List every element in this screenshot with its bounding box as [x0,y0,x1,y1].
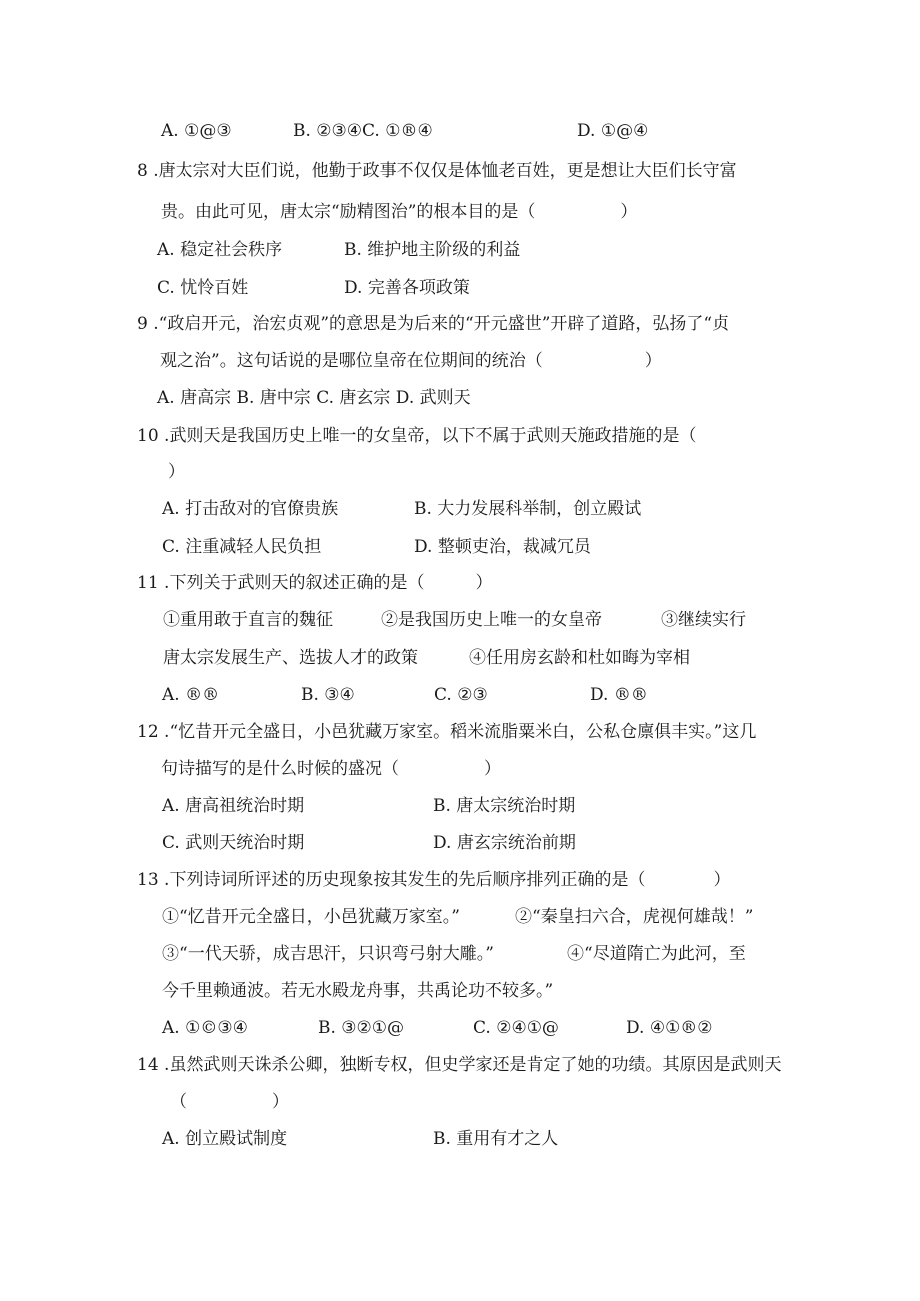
q10-option-b: B. 大力发展科举制，创立殿试 [414,499,642,519]
q13-option-a: A. ①©③④ [162,1018,248,1038]
q8-stem-line2: 贵。由此可见，唐太宗“励精图治”的根本目的是（ ） [161,202,638,222]
q12-stem-line2: 句诗描写的是什么时候的盛况（ ） [161,759,501,779]
q11-option-b: B. ③④ [301,685,355,705]
q13-stem-line1: 13 .下列诗词所评述的历史现象按其发生的先后顺序排列正确的是（ ） [137,870,731,890]
q8-stem-line1: 8 .唐太宗对大臣们说，他勤于政事不仅仅是体恤老百姓，更是想让大臣们长守富 [137,161,737,181]
q14-option-b: B. 重用有才之人 [433,1129,559,1149]
q9-stem-line1: 9 .“政启开元，治宏贞观”的意思是为后来的“开元盛世”开辟了道路，弘扬了“贞 [137,314,730,334]
q13-item3: ③“一代天骄，成吉思汗，只识弯弓射大雕。” [162,944,494,964]
q10-option-c: C. 注重减轻人民负担 [162,537,322,557]
q9-stem-line2: 观之治”。这句话说的是哪位皇帝在位期间的统治（ ） [160,351,662,371]
q11-line3: 唐太宗发展生产、选拔人才的政策 [163,648,418,668]
q12-option-a: A. 唐高祖统治时期 [162,796,305,816]
q8-option-b: B. 维护地主阶级的利益 [344,240,521,260]
q10-option-d: D. 整顿吏治，裁减冗员 [414,537,591,557]
q8-option-c: C. 忧怜百姓 [157,278,249,298]
q11-option-c: C. ②③ [434,685,488,705]
q12-stem-line1: 12 .“忆昔开元全盛日，小邑犹藏万家室。稻米流脂粟米白，公私仓廪俱丰实。”这几 [137,722,757,742]
q14-option-a: A. 创立殿试制度 [162,1129,288,1149]
q10-option-a: A. 打击敌对的官僚贵族 [162,499,339,519]
q10-stem-line1: 10 .武则天是我国历史上唯一的女皇帝，以下不属于武则天施政措施的是（ [137,426,697,446]
q13-line4: 今千里赖通波。若无水殿龙舟事，共禹论功不较多。” [162,981,554,1001]
q13-item1: ①“忆昔开元全盛日，小邑犹藏万家室。” [162,907,460,927]
q13-item2: ②“秦皇扫六合，虎视何雄哉！” [515,907,754,927]
q7-option-b-c: B. ②③④C. ①®④ [293,121,433,141]
q8-option-d: D. 完善各项政策 [344,278,470,298]
q9-options: A. 唐高宗 B. 唐中宗 C. 唐玄宗 D. 武则天 [157,388,471,408]
q7-option-a: A. ①@③ [161,121,232,141]
q12-option-d: D. 唐玄宗统治前期 [433,833,576,853]
q11-option-a: A. ®® [162,685,220,705]
q11-option-d: D. ®® [590,685,648,705]
q14-stem-line2: （ ） [170,1092,289,1112]
q11-item3: ③继续实行 [661,610,746,630]
q10-stem-line2: ） [168,462,185,482]
q12-option-c: C. 武则天统治时期 [162,833,305,853]
q14-stem-line1: 14 .虽然武则天诛杀公卿，独断专权，但史学家还是肯定了她的功绩。其原因是武则天 [137,1055,782,1075]
q13-option-c: C. ②④①@ [473,1018,559,1038]
q8-option-a: A. 稳定社会秩序 [157,240,283,260]
q7-option-d: D. ①@④ [577,121,649,141]
q11-item1: ①重用敢于直言的魏征 [163,610,333,630]
q13-option-b: B. ③②①@ [318,1018,405,1038]
q11-item2: ②是我国历史上唯一的女皇帝 [381,610,602,630]
q12-option-b: B. 唐太宗统治时期 [433,796,576,816]
q13-item4: ④“尽道隋亡为此河，至 [567,944,746,964]
q11-stem-line1: 11 .下列关于武则天的叙述正确的是（ ） [137,573,493,593]
q13-option-d: D. ④①®② [626,1018,713,1038]
q11-item4: ④任用房玄龄和杜如晦为宰相 [469,648,690,668]
